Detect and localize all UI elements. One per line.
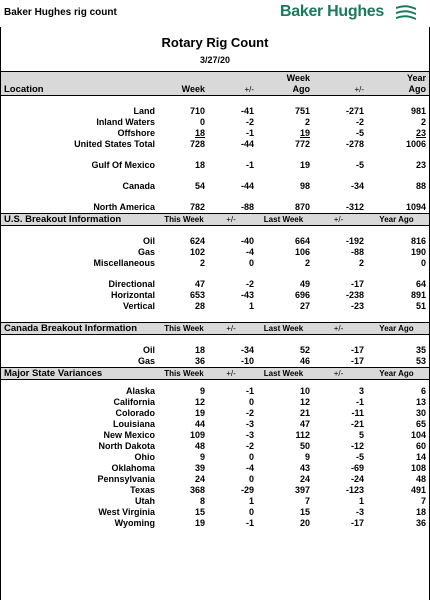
- cell-week-ago: 397: [294, 485, 310, 495]
- row-label: Land: [133, 106, 155, 116]
- table-row: [1, 202, 429, 214]
- cell-chg1: -1: [245, 518, 254, 528]
- cell-chg2: 2: [358, 258, 364, 268]
- cell-week: 102: [189, 247, 205, 257]
- cell-chg2: -278: [345, 139, 364, 149]
- cell-week: 19: [194, 408, 205, 418]
- cell-year-ago: 1094: [405, 202, 426, 212]
- row-label: Vertical: [122, 301, 155, 311]
- cell-chg1: -1: [245, 386, 254, 396]
- cell-week-ago: 19: [299, 128, 310, 138]
- cell-year-ago: 981: [410, 106, 426, 116]
- cell-week-ago: 2: [304, 258, 310, 268]
- cell-chg2: -17: [350, 356, 364, 366]
- cell-chg2: -192: [345, 236, 364, 246]
- sub-header-this-week: This Week: [163, 323, 208, 335]
- cell-year-ago: 48: [415, 474, 426, 484]
- cell-week-ago: 15: [299, 507, 310, 517]
- row-label: Utah: [135, 496, 155, 506]
- cell-week: 728: [189, 139, 205, 149]
- cell-week: 624: [189, 236, 205, 246]
- cell-chg2: -3: [355, 507, 364, 517]
- cell-year-ago: 6: [420, 386, 426, 396]
- cell-chg1: 0: [248, 258, 254, 268]
- cell-chg2: 1: [358, 496, 364, 506]
- cell-chg1: -4: [245, 247, 254, 257]
- row-label: Ohio: [134, 452, 155, 462]
- report-date: 3/27/20: [199, 55, 231, 65]
- table-row: [1, 452, 429, 463]
- cell-week-ago: 50: [299, 441, 310, 451]
- rig-count-table: [1, 71, 429, 529]
- cell-chg1: 0: [248, 474, 254, 484]
- cell-week: 2: [199, 258, 205, 268]
- cell-chg2: -312: [345, 202, 364, 212]
- cell-chg1: 1: [248, 301, 254, 311]
- cell-chg1: 0: [248, 452, 254, 462]
- row-label: Pennsylvania: [97, 474, 155, 484]
- cell-week: 36: [194, 356, 205, 366]
- report-title: Rotary Rig Count: [161, 35, 269, 50]
- cell-chg1: -40: [240, 236, 254, 246]
- table-row: [1, 258, 429, 269]
- cell-chg1: -41: [240, 106, 254, 116]
- cell-chg2: -271: [345, 106, 364, 116]
- row-label: North Dakota: [98, 441, 155, 451]
- canada-breakout-header-row: [1, 323, 429, 335]
- row-label: Miscellaneous: [93, 258, 155, 268]
- us-breakout-rows: [1, 236, 429, 312]
- cell-week-ago: 19: [299, 160, 310, 170]
- cell-chg1: -29: [240, 485, 254, 495]
- cell-year-ago: 60: [415, 441, 426, 451]
- table-row: [1, 247, 429, 258]
- canada-breakout-title: Canada Breakout Information: [1, 323, 163, 335]
- cell-chg2: -11: [351, 408, 364, 418]
- cell-year-ago: 816: [410, 236, 426, 246]
- cell-week: 0: [199, 117, 205, 127]
- cell-chg1: -10: [240, 356, 254, 366]
- row-label: Gulf Of Mexico: [91, 160, 155, 170]
- cell-chg2: -5: [355, 128, 364, 138]
- cell-chg1: -1: [245, 160, 254, 170]
- cell-chg1: 0: [248, 397, 254, 407]
- sub-header-last-week: Last Week: [257, 214, 313, 226]
- rig-count-sheet: [0, 27, 430, 600]
- row-label: New Mexico: [103, 430, 155, 440]
- cell-week: 18: [194, 345, 205, 355]
- canada-breakout-rows: [1, 345, 429, 368]
- cell-week-ago: 870: [294, 202, 310, 212]
- cell-year-ago: 14: [415, 452, 426, 462]
- cell-chg2: -69: [350, 463, 364, 473]
- row-label: Oil: [142, 345, 155, 355]
- cell-chg1: -1: [245, 128, 254, 138]
- cell-week-ago: 664: [294, 236, 310, 246]
- table-row: [1, 386, 429, 397]
- col-change2-header: +/-: [313, 72, 367, 96]
- table-row: [1, 463, 429, 474]
- cell-week: 710: [189, 106, 205, 116]
- table-row: [1, 496, 429, 507]
- cell-year-ago: 13: [415, 397, 426, 407]
- cell-week-ago: 12: [299, 397, 310, 407]
- cell-chg2: -21: [350, 419, 364, 429]
- cell-chg2: -5: [355, 452, 364, 462]
- sub-header-year-ago: Year Ago: [367, 368, 429, 380]
- cell-chg1: 0: [248, 507, 254, 517]
- cell-week: 24: [194, 474, 205, 484]
- cell-chg2: -24: [350, 474, 364, 484]
- cell-week: 109: [189, 430, 205, 440]
- row-label: Gas: [137, 247, 155, 257]
- row-label: Wyoming: [114, 518, 155, 528]
- cell-week: 12: [194, 397, 205, 407]
- row-label: Oil: [142, 236, 155, 246]
- row-label: Colorado: [115, 408, 155, 418]
- cell-chg1: -4: [245, 463, 254, 473]
- cell-week-ago: 20: [299, 518, 310, 528]
- table-row: [1, 441, 429, 452]
- cell-chg1: -88: [240, 202, 254, 212]
- cell-chg1: -34: [240, 345, 254, 355]
- row-label: Canada: [122, 181, 155, 191]
- row-label: Louisiana: [112, 419, 155, 429]
- sub-header-this-week: This Week: [163, 214, 208, 226]
- col-change-header: +/-: [208, 72, 257, 96]
- cell-week: 47: [194, 279, 205, 289]
- row-label: United States Total: [74, 139, 155, 149]
- cell-chg2: -5: [355, 160, 364, 170]
- cell-chg2: -17: [350, 345, 364, 355]
- cell-week-ago: 7: [304, 496, 310, 506]
- location-rows: [1, 106, 429, 214]
- cell-week: 28: [194, 301, 205, 311]
- table-row: [1, 128, 429, 139]
- cell-week: 44: [194, 419, 205, 429]
- table-row: [1, 507, 429, 518]
- cell-week: 18: [194, 160, 205, 170]
- cell-chg1: -3: [245, 419, 254, 429]
- cell-week-ago: 751: [294, 106, 310, 116]
- cell-year-ago: 108: [410, 463, 426, 473]
- cell-week-ago: 696: [294, 290, 310, 300]
- table-row: [1, 106, 429, 117]
- row-label: Gas: [137, 356, 155, 366]
- cell-week-ago: 27: [299, 301, 310, 311]
- sub-header-year-ago: Year Ago: [367, 214, 429, 226]
- us-breakout-title: U.S. Breakout Information: [1, 214, 163, 226]
- cell-chg2: -34: [350, 181, 364, 191]
- state-variance-rows: [1, 386, 429, 529]
- cell-year-ago: 1006: [405, 139, 426, 149]
- table-row: [1, 117, 429, 128]
- cell-week: 18: [194, 128, 205, 138]
- cell-year-ago: 64: [415, 279, 426, 289]
- cell-year-ago: 7: [420, 496, 426, 506]
- col-year-ago-header: Year Ago: [367, 72, 429, 96]
- sub-header-change: +/-: [208, 214, 257, 226]
- cell-year-ago: 0: [420, 258, 426, 268]
- location-header-row: [1, 72, 429, 96]
- cell-week: 48: [194, 441, 205, 451]
- us-breakout-header-row: [1, 214, 429, 226]
- cell-chg1: -2: [245, 279, 254, 289]
- cell-chg2: -17: [350, 518, 364, 528]
- cell-chg2: -88: [350, 247, 364, 257]
- brand-logo-text: Baker Hughes: [280, 3, 384, 20]
- cell-chg1: -43: [240, 290, 254, 300]
- cell-chg2: -1: [355, 397, 364, 407]
- cell-chg2: 5: [358, 430, 364, 440]
- cell-chg1: -44: [240, 181, 254, 191]
- cell-year-ago: 30: [415, 408, 426, 418]
- row-label: Inland Waters: [96, 117, 155, 127]
- row-label: Texas: [130, 485, 155, 495]
- cell-week-ago: 46: [299, 356, 310, 366]
- sub-header-change2: +/-: [313, 214, 367, 226]
- table-row: [1, 236, 429, 247]
- cell-week: 782: [189, 202, 205, 212]
- cell-chg2: -23: [350, 301, 364, 311]
- cell-chg2: -2: [355, 117, 364, 127]
- row-label: Oklahoma: [111, 463, 155, 473]
- cell-week-ago: 47: [299, 419, 310, 429]
- top-bar: [0, 0, 430, 27]
- cell-year-ago: 891: [410, 290, 426, 300]
- cell-chg2: -12: [350, 441, 364, 451]
- sub-header-change2: +/-: [313, 323, 367, 335]
- cell-week-ago: 10: [299, 386, 310, 396]
- cell-week-ago: 98: [299, 181, 310, 191]
- sub-header-change: +/-: [208, 368, 257, 380]
- sub-header-year-ago: Year Ago: [367, 323, 429, 335]
- table-row: [1, 181, 429, 192]
- table-row: [1, 139, 429, 150]
- col-week-ago-header: Week Ago: [257, 72, 313, 96]
- cell-year-ago: 104: [410, 430, 426, 440]
- cell-week: 653: [189, 290, 205, 300]
- cell-year-ago: 51: [415, 301, 426, 311]
- table-row: [1, 408, 429, 419]
- table-row: [1, 290, 429, 301]
- table-row: [1, 518, 429, 529]
- state-variances-header-row: [1, 368, 429, 380]
- row-label: West Virginia: [98, 507, 155, 517]
- cell-year-ago: 190: [410, 247, 426, 257]
- cell-chg2: -17: [350, 279, 364, 289]
- state-variances-title: Major State Variances: [1, 368, 163, 380]
- cell-week-ago: 43: [299, 463, 310, 473]
- location-header: Location: [1, 72, 163, 96]
- table-row: [1, 474, 429, 485]
- row-label: Directional: [108, 279, 155, 289]
- row-label: Alaska: [125, 386, 155, 396]
- table-row: [1, 419, 429, 430]
- cell-week-ago: 21: [299, 408, 310, 418]
- cell-week: 39: [194, 463, 205, 473]
- cell-week-ago: 2: [304, 117, 310, 127]
- cell-year-ago: 88: [415, 181, 426, 191]
- table-row: [1, 345, 429, 356]
- cell-chg1: -2: [245, 408, 254, 418]
- table-row: [1, 430, 429, 441]
- cell-year-ago: 491: [410, 485, 426, 495]
- cell-week: 15: [194, 507, 205, 517]
- cell-week: 54: [194, 181, 205, 191]
- cell-year-ago: 23: [415, 160, 426, 170]
- cell-chg1: -44: [240, 139, 254, 149]
- cell-week-ago: 52: [299, 345, 310, 355]
- cell-week-ago: 112: [295, 430, 310, 440]
- cell-year-ago: 35: [415, 345, 426, 355]
- cell-year-ago: 23: [415, 128, 426, 138]
- col-week-header: Week: [163, 72, 208, 96]
- table-row: [1, 485, 429, 496]
- table-row: [1, 397, 429, 408]
- cell-chg2: -238: [345, 290, 364, 300]
- cell-week: 9: [199, 386, 205, 396]
- sub-header-change2: +/-: [313, 368, 367, 380]
- table-row: [1, 279, 429, 290]
- row-label: North America: [93, 202, 155, 212]
- sub-header-this-week: This Week: [163, 368, 208, 380]
- cell-year-ago: 65: [415, 419, 426, 429]
- cell-year-ago: 36: [415, 518, 426, 528]
- row-label: Horizontal: [111, 290, 155, 300]
- cell-chg1: -3: [245, 430, 254, 440]
- row-label: Offshore: [117, 128, 155, 138]
- sub-header-last-week: Last Week: [257, 323, 313, 335]
- cell-chg1: 1: [248, 496, 254, 506]
- cell-week: 19: [194, 518, 205, 528]
- cell-week-ago: 106: [294, 247, 310, 257]
- baker-hughes-stripes-icon: [394, 4, 418, 22]
- cell-year-ago: 18: [415, 507, 426, 517]
- cell-week: 8: [199, 496, 205, 506]
- row-label: California: [113, 397, 155, 407]
- cell-chg1: -2: [245, 441, 254, 451]
- cell-week-ago: 9: [304, 452, 310, 462]
- cell-week-ago: 49: [299, 279, 310, 289]
- cell-week-ago: 772: [294, 139, 310, 149]
- cell-chg2: 3: [358, 386, 364, 396]
- table-row: [1, 356, 429, 368]
- table-row: [1, 301, 429, 312]
- cell-chg1: -2: [245, 117, 254, 127]
- cell-year-ago: 53: [415, 356, 426, 366]
- cell-week: 368: [189, 485, 205, 495]
- cell-chg2: -123: [345, 485, 364, 495]
- cell-week-ago: 24: [299, 474, 310, 484]
- table-row: [1, 160, 429, 171]
- cell-year-ago: 2: [420, 117, 426, 127]
- sub-header-last-week: Last Week: [257, 368, 313, 380]
- rig-count-label: Baker Hughes rig count: [4, 7, 117, 18]
- sub-header-change: +/-: [208, 323, 257, 335]
- cell-week: 9: [199, 452, 205, 462]
